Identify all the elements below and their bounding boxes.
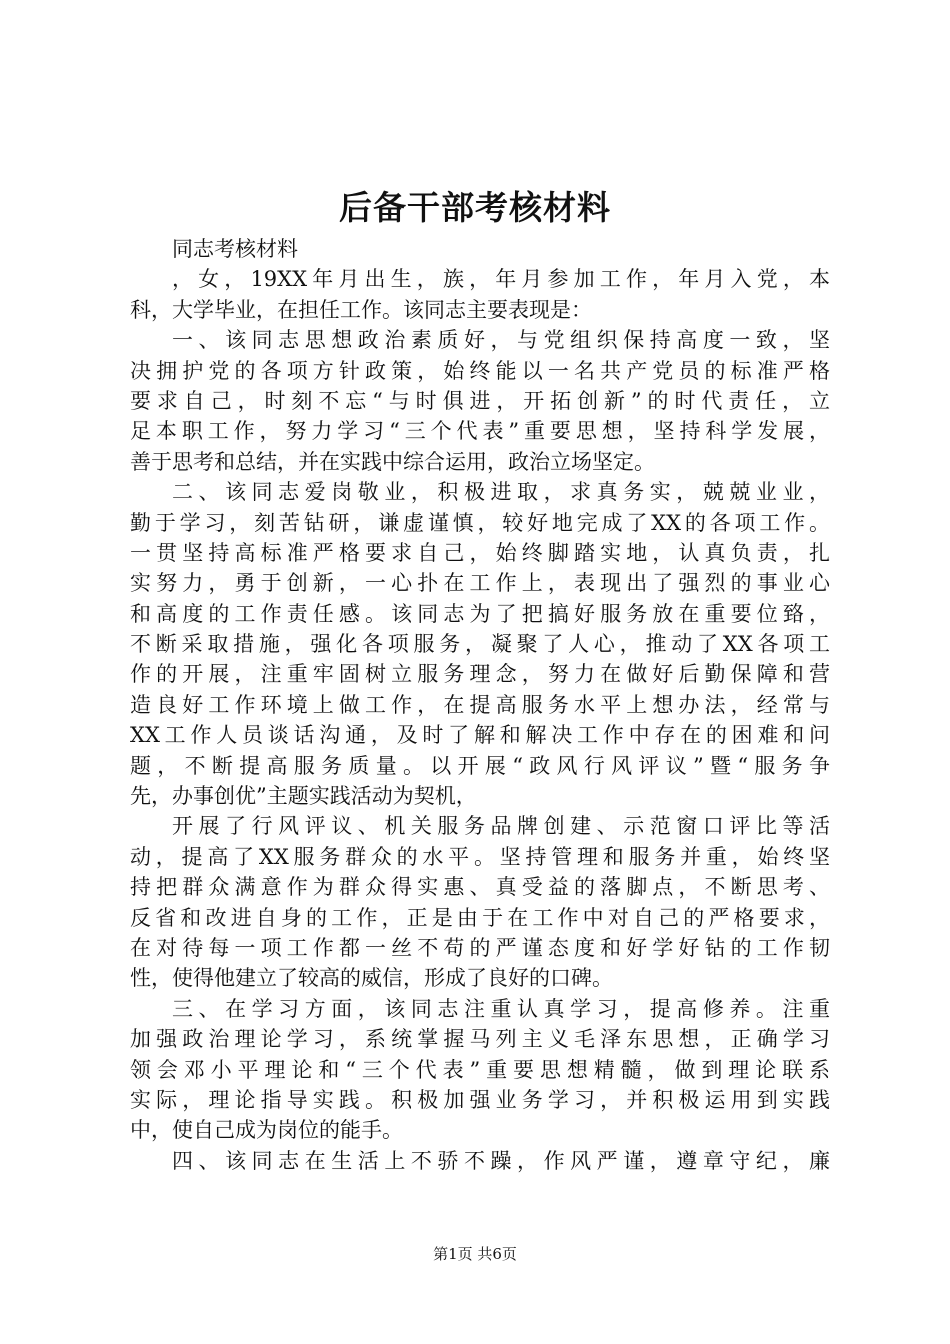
document-title: 后备干部考核材料: [339, 188, 611, 227]
body-line: 勤于学习，刻苦钻研，谦虚谨慎，较好地完成了XX的各项工作。: [130, 510, 830, 535]
body-line: 反省和改进自身的工作，正是由于在工作中对自己的严格要求，: [130, 905, 830, 930]
body-line: 持把群众满意作为群众得实惠、真受益的落脚点，不断思考、: [130, 875, 830, 900]
body-line: 科，大学毕业，在担任工作。该同志主要表现是：: [130, 297, 592, 322]
body-line: ，女，19XX年月出生，族，年月参加工作，年月入党，本: [172, 267, 830, 292]
body-line: 在对待每一项工作都一丝不苟的严谨态度和好学好钻的工作韧: [130, 935, 830, 960]
body-line: 加强政治理论学习，系统掌握马列主义毛泽东思想，正确学习: [130, 1027, 830, 1052]
body-line: 四、该同志在生活上不骄不躁，作风严谨，遵章守纪，廉: [172, 1148, 830, 1173]
body-line: 实际，理论指导实践。积极加强业务学习，并积极运用到实践: [130, 1087, 830, 1112]
body-line: 一、该同志思想政治素质好，与党组织保持高度一致，坚: [172, 328, 830, 353]
body-line: 决拥护党的各项方针政策，始终能以一名共产党员的标准严格: [130, 358, 830, 383]
page-footer: 第1页 共6页: [433, 1245, 517, 1263]
body-line: 题，不断提高服务质量。以开展“政风行风评议”暨“服务争: [130, 753, 830, 778]
body-line: 不断采取措施，强化各项服务，凝聚了人心，推动了XX各项工: [130, 632, 830, 657]
document-body: [130, 234, 830, 1176]
body-line: 足本职工作，努力学习“三个代表”重要思想，坚持科学发展，: [130, 419, 830, 444]
body-line: 造良好工作环境上做工作，在提高服务水平上想办法，经常与: [130, 692, 830, 717]
body-line: 同志考核材料: [172, 237, 298, 261]
body-line: 要求自己，时刻不忘“与时俱进，开拓创新”的时代责任，立: [130, 388, 830, 413]
body-line: 实努力，勇于创新，一心扑在工作上，表现出了强烈的事业心: [130, 571, 830, 596]
body-line: 动，提高了XX服务群众的水平。坚持管理和服务并重，始终坚: [130, 844, 830, 869]
body-line: 三、在学习方面，该同志注重认真学习，提高修养。注重: [172, 996, 830, 1021]
body-line: 一贯坚持高标准严格要求自己，始终脚踏实地，认真负责，扎: [130, 540, 830, 565]
body-line: 先，办事创优”主题实践活动为契机，: [130, 784, 477, 809]
body-line: 中，使自己成为岗位的能手。: [130, 1118, 403, 1143]
body-line: 领会邓小平理论和“三个代表”重要思想精髓，做到理论联系: [130, 1057, 830, 1082]
body-line: XX工作人员谈话沟通，及时了解和解决工作中存在的困难和问: [130, 723, 830, 748]
body-line: 性，使得他建立了较高的威信，形成了良好的口碑。: [130, 966, 613, 991]
body-line: 二、该同志爱岗敬业，积极进取，求真务实，兢兢业业，: [172, 480, 830, 505]
body-line: 和高度的工作责任感。该同志为了把搞好服务放在重要位臵，: [130, 601, 830, 626]
body-line: 善于思考和总结，并在实践中综合运用，政治立场坚定。: [130, 449, 655, 474]
body-line: 开展了行风评议、机关服务品牌创建、示范窗口评比等活: [172, 814, 830, 839]
body-line: 作的开展，注重牢固树立服务理念，努力在做好后勤保障和营: [130, 662, 830, 687]
